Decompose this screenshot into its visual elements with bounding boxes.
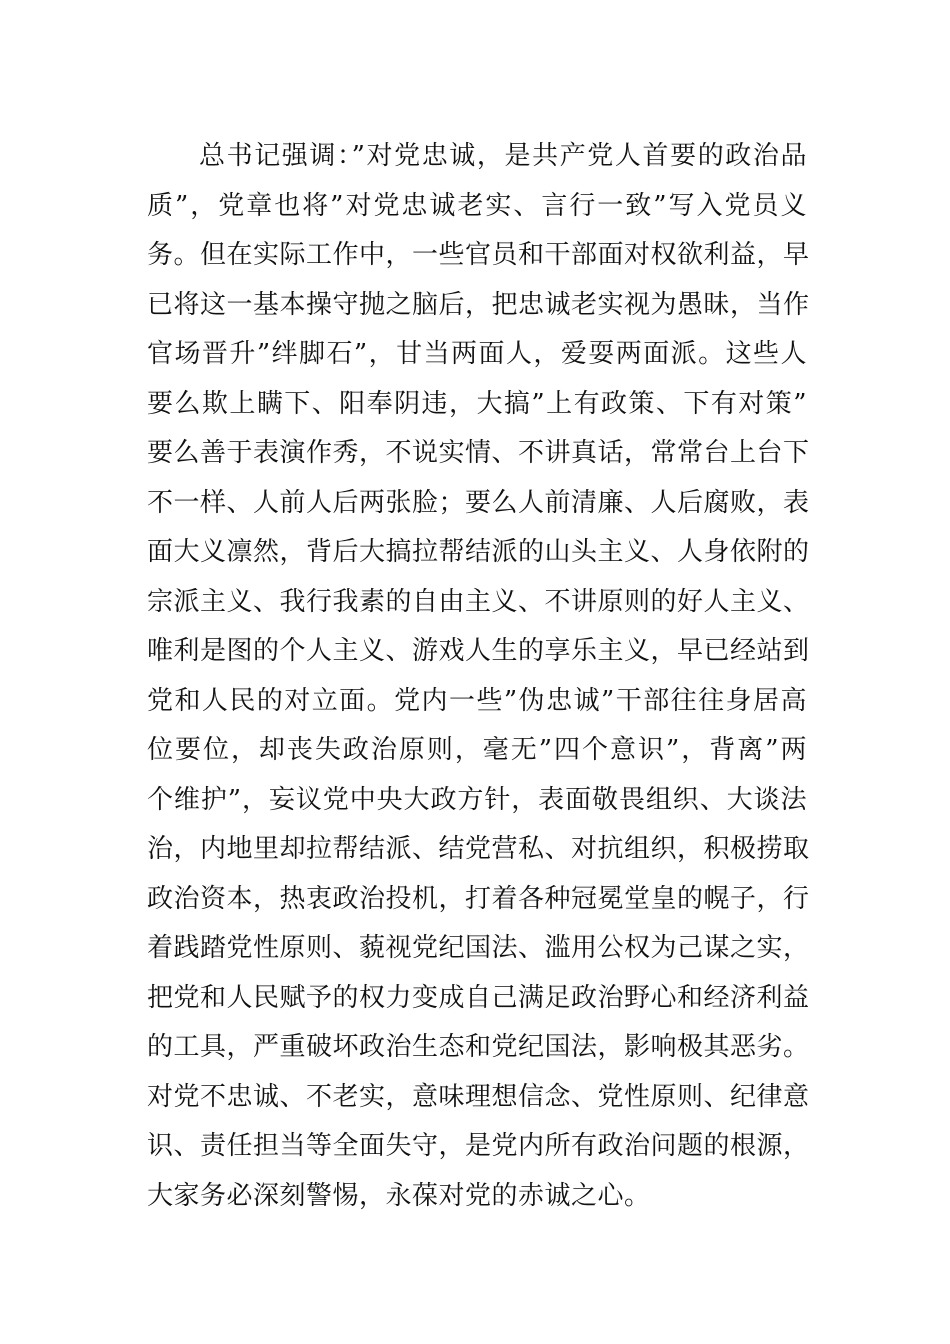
paragraph-line: 宗派主义、我行我素的自由主义、不讲原则的好人主义、	[147, 586, 810, 617]
paragraph-line: 已将这一基本操守抛之脑后，把忠诚老实视为愚昧，当作	[147, 289, 810, 320]
paragraph-line: 着践踏党性原则、藐视党纪国法、滥用公权为己谋之实，	[147, 933, 810, 963]
paragraph-line: 要么善于表演作秀，不说实情、不讲真话，常常台上台下	[147, 438, 810, 468]
paragraph-line: 唯利是图的个人主义、游戏人生的享乐主义，早已经站到	[147, 636, 810, 666]
paragraph-line: 党和人民的对立面。党内一些”伪忠诚”干部往往身居高	[147, 685, 807, 716]
paragraph-line: 务。但在实际工作中，一些官员和干部面对权欲利益，早	[147, 240, 810, 270]
paragraph-line: 质”，党章也将”对党忠诚老实、言行一致”写入党员义	[147, 190, 807, 221]
paragraph-line: 政治资本，热衷政治投机，打着各种冠冕堂皇的幌子，行	[147, 883, 810, 914]
paragraph-line: 把党和人民赋予的权力变成自己满足政治野心和经济利益	[147, 982, 810, 1013]
paragraph-line: 位要位，却丧失政治原则，毫无”四个意识”，背离”两	[147, 735, 807, 765]
paragraph-line: 对党不忠诚、不老实，意味理想信念、党性原则、纪律意	[147, 1081, 810, 1112]
paragraph-line: 治，内地里却拉帮结派、结党营私、对抗组织，积极捞取	[147, 834, 810, 864]
paragraph-line: 个维护”，妄议党中央大政方针，表面敬畏组织、大谈法	[147, 784, 807, 815]
paragraph-line: 识、责任担当等全面失守，是党内所有政治问题的根源，	[147, 1131, 810, 1161]
paragraph-line: 不一样、人前人后两张脸；要么人前清廉、人后腐败，表	[147, 487, 810, 518]
paragraph-line: 的工具，严重破坏政治生态和党纪国法，影响极其恶劣。	[147, 1032, 810, 1062]
body-paragraph	[147, 132, 810, 1221]
paragraph-line: 总书记强调：”对党忠诚，是共产党人首要的政治品	[199, 141, 807, 171]
paragraph-line: 要么欺上瞒下、阳奉阴违，大搞”上有政策、下有对策”	[147, 388, 807, 419]
paragraph-line: 大家务必深刻警惕，永葆对党的赤诚之心。	[147, 1180, 651, 1211]
paragraph-line: 面大义凛然，背后大搞拉帮结派的山头主义、人身依附的	[147, 537, 810, 567]
paragraph-line: 官场晋升”绊脚石”，甘当两面人，爱耍两面派。这些人	[147, 339, 807, 369]
